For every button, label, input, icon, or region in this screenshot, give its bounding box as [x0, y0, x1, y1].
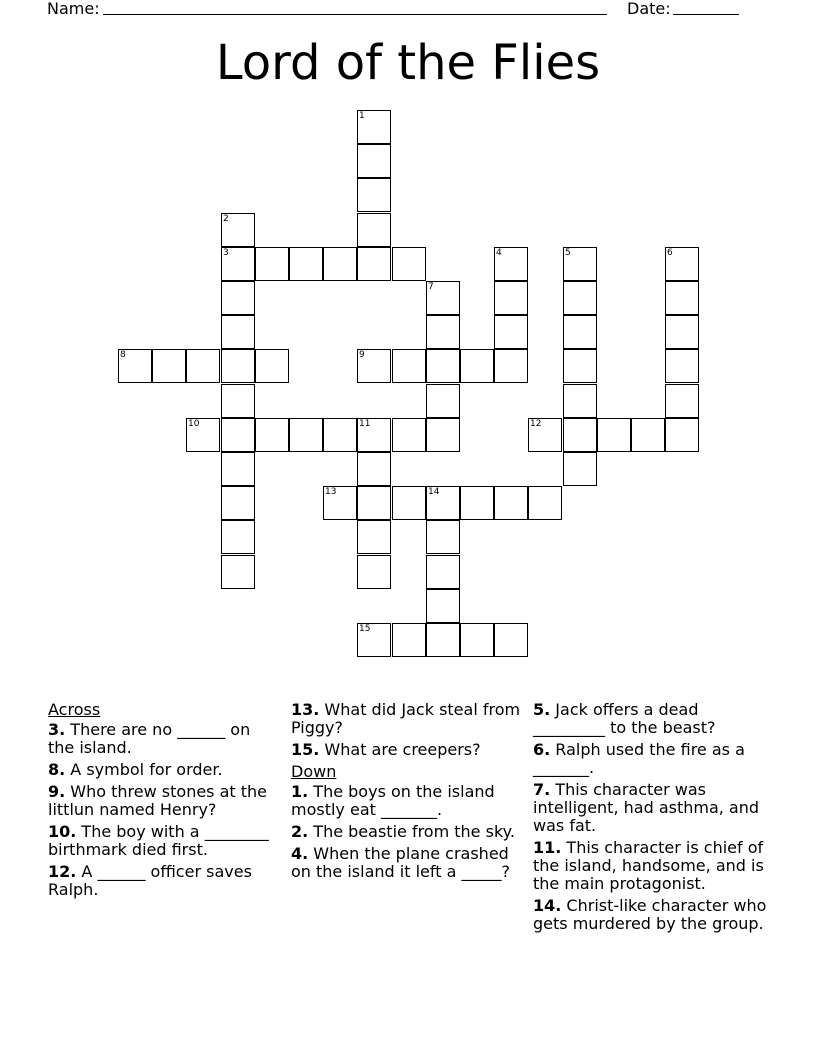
clue-item-text: What are creepers?: [319, 740, 481, 759]
clue-item-text: Who threw stones at the littlun named Henry?: [48, 782, 268, 819]
clue-item-number: 4.: [291, 844, 309, 863]
clue-item: [48, 823, 274, 859]
crossword-cell[interactable]: [357, 247, 391, 281]
crossword-cell[interactable]: [426, 418, 460, 452]
crossword-cell[interactable]: [221, 213, 255, 247]
down-heading: Down: [291, 762, 337, 781]
crossword-cell[interactable]: [494, 486, 528, 520]
clue-item-number: 5.: [533, 700, 551, 719]
clue-item: [291, 823, 521, 841]
clue-item: [48, 721, 274, 757]
crossword-cell[interactable]: [631, 418, 665, 452]
crossword-cell[interactable]: [494, 247, 528, 281]
crossword-cell[interactable]: [118, 349, 152, 383]
across-heading: Across: [48, 700, 101, 719]
crossword-cell[interactable]: [357, 452, 391, 486]
clue-item: [533, 781, 769, 835]
crossword-cell[interactable]: [426, 315, 460, 349]
crossword-cell[interactable]: [289, 247, 323, 281]
clue-item: [291, 845, 521, 881]
clue-item-number: 3.: [48, 720, 66, 739]
crossword-cell[interactable]: [357, 520, 391, 554]
crossword-cell[interactable]: [563, 452, 597, 486]
crossword-cell[interactable]: [392, 418, 426, 452]
crossword-cell[interactable]: [357, 555, 391, 589]
crossword-cell[interactable]: [357, 486, 391, 520]
clue-item: [291, 783, 521, 819]
clues-column-1: [48, 701, 274, 903]
clue-number: 9: [359, 350, 365, 360]
crossword-cell[interactable]: [221, 418, 255, 452]
crossword-cell[interactable]: [563, 384, 597, 418]
clue-number: 12: [530, 419, 542, 429]
clue-item: [533, 741, 769, 777]
clue-item: [48, 761, 274, 779]
crossword-cell[interactable]: [221, 384, 255, 418]
crossword-cell[interactable]: [665, 247, 699, 281]
crossword-cell[interactable]: [563, 315, 597, 349]
crossword-cell[interactable]: [426, 555, 460, 589]
clue-item-number: 8.: [48, 760, 66, 779]
clue-item-number: 6.: [533, 740, 551, 759]
clue-item-text: There are no ______ on the island.: [48, 720, 251, 757]
crossword-cell[interactable]: [186, 349, 220, 383]
clue-item-text: What did Jack steal from Piggy?: [291, 700, 521, 737]
crossword-cell[interactable]: [392, 486, 426, 520]
crossword-cell[interactable]: [357, 213, 391, 247]
crossword-cell[interactable]: [426, 623, 460, 657]
crossword-cell[interactable]: [221, 315, 255, 349]
crossword-cell[interactable]: [255, 349, 289, 383]
clue-item-number: 11.: [533, 838, 562, 857]
clue-item-text: Christ-like character who gets murdered by the group.: [533, 896, 767, 933]
crossword-cell[interactable]: [528, 418, 562, 452]
crossword-cell[interactable]: [426, 281, 460, 315]
clue-number: 8: [120, 350, 126, 360]
crossword-cell[interactable]: [665, 349, 699, 383]
clue-item-text: Jack offers a dead _________ to the beast?: [533, 700, 716, 737]
clue-number: 15: [359, 624, 371, 634]
clue-item-text: This character is chief of the island, handsome, and is the main protagonist.: [533, 838, 764, 893]
crossword-cell[interactable]: [665, 418, 699, 452]
clue-item: [533, 701, 769, 737]
crossword-cell[interactable]: [528, 486, 562, 520]
crossword-cell[interactable]: [460, 349, 494, 383]
crossword-cell[interactable]: [494, 281, 528, 315]
clue-item-number: 1.: [291, 782, 309, 801]
clue-item-text: A symbol for order.: [65, 760, 223, 779]
crossword-cell[interactable]: [221, 555, 255, 589]
crossword-cell[interactable]: [221, 486, 255, 520]
crossword-cell[interactable]: [563, 418, 597, 452]
crossword-cell[interactable]: [357, 349, 391, 383]
clue-item: [48, 783, 274, 819]
crossword-cell[interactable]: [357, 178, 391, 212]
crossword-cell[interactable]: [221, 520, 255, 554]
crossword-cell[interactable]: [426, 384, 460, 418]
crossword-cell[interactable]: [392, 623, 426, 657]
crossword-cell[interactable]: [221, 349, 255, 383]
name-label: Name:: [47, 0, 100, 18]
clue-item-number: 12.: [48, 862, 77, 881]
crossword-cell[interactable]: [426, 520, 460, 554]
clue-item-text: When the plane crashed on the island it left a _____?: [291, 844, 510, 881]
clues-column-3: [533, 701, 769, 937]
clue-item: [48, 863, 274, 899]
clue-item-number: 13.: [291, 700, 320, 719]
clue-item-number: 7.: [533, 780, 551, 799]
crossword-cell[interactable]: [460, 486, 494, 520]
clue-item-text: Ralph used the fire as a _______.: [533, 740, 745, 777]
clue-item-number: 9.: [48, 782, 66, 801]
crossword-cell[interactable]: [357, 623, 391, 657]
clue-number: 13: [325, 487, 337, 497]
crossword-cell[interactable]: [221, 281, 255, 315]
crossword-cell[interactable]: [426, 349, 460, 383]
crossword-cell[interactable]: [426, 589, 460, 623]
clue-number: 1: [359, 111, 365, 121]
clue-number: 2: [223, 214, 229, 224]
crossword-cell[interactable]: [563, 349, 597, 383]
clue-item: [291, 741, 521, 759]
crossword-cell[interactable]: [221, 452, 255, 486]
clue-number: 14: [428, 487, 440, 497]
clue-item-text: A ______ officer saves Ralph.: [48, 862, 252, 899]
crossword-cell[interactable]: [323, 247, 357, 281]
crossword-cell[interactable]: [597, 418, 631, 452]
clues-column-2: [291, 701, 521, 885]
crossword-cell[interactable]: [323, 418, 357, 452]
crossword-cell[interactable]: [563, 247, 597, 281]
crossword-cell[interactable]: [357, 110, 391, 144]
clue-item-number: 14.: [533, 896, 562, 915]
crossword-cell[interactable]: [255, 418, 289, 452]
crossword-cell[interactable]: [665, 384, 699, 418]
crossword-cell[interactable]: [392, 349, 426, 383]
clue-number: 6: [667, 248, 673, 258]
clue-item: [533, 839, 769, 893]
clue-item-text: The boys on the island mostly eat _______.: [291, 782, 495, 819]
clue-item-number: 2.: [291, 822, 309, 841]
crossword-cell[interactable]: [357, 418, 391, 452]
crossword-cell[interactable]: [563, 281, 597, 315]
clue-item-text: The boy with a ________ birthmark died first.: [48, 822, 269, 859]
crossword-cell[interactable]: [494, 349, 528, 383]
crossword-cell[interactable]: [460, 623, 494, 657]
crossword-cell[interactable]: [221, 247, 255, 281]
crossword-cell[interactable]: [289, 418, 323, 452]
clue-number: 10: [188, 419, 200, 429]
crossword-cell[interactable]: [392, 247, 426, 281]
crossword-cell[interactable]: [255, 247, 289, 281]
crossword-cell[interactable]: [323, 486, 357, 520]
crossword-cell[interactable]: [426, 486, 460, 520]
crossword-cell[interactable]: [494, 315, 528, 349]
clue-item: [291, 701, 521, 737]
clue-item-text: The beastie from the sky.: [308, 822, 515, 841]
clue-number: 5: [565, 248, 571, 258]
date-label: Date:: [627, 0, 671, 18]
crossword-cell[interactable]: [665, 281, 699, 315]
clue-item-number: 10.: [48, 822, 77, 841]
clue-number: 4: [496, 248, 502, 258]
clue-number: 11: [359, 419, 371, 429]
crossword-cell[interactable]: [152, 349, 186, 383]
clue-number: 7: [428, 282, 434, 292]
clue-number: 3: [223, 248, 229, 258]
crossword-cell[interactable]: [186, 418, 220, 452]
crossword-cell[interactable]: [357, 144, 391, 178]
clue-item-text: This character was intelligent, had asthma, and was fat.: [533, 780, 760, 835]
crossword-cell[interactable]: [494, 623, 528, 657]
clue-item: [533, 897, 769, 933]
page-title: Lord of the Flies: [215, 35, 601, 91]
crossword-cell[interactable]: [665, 315, 699, 349]
clue-item-number: 15.: [291, 740, 320, 759]
